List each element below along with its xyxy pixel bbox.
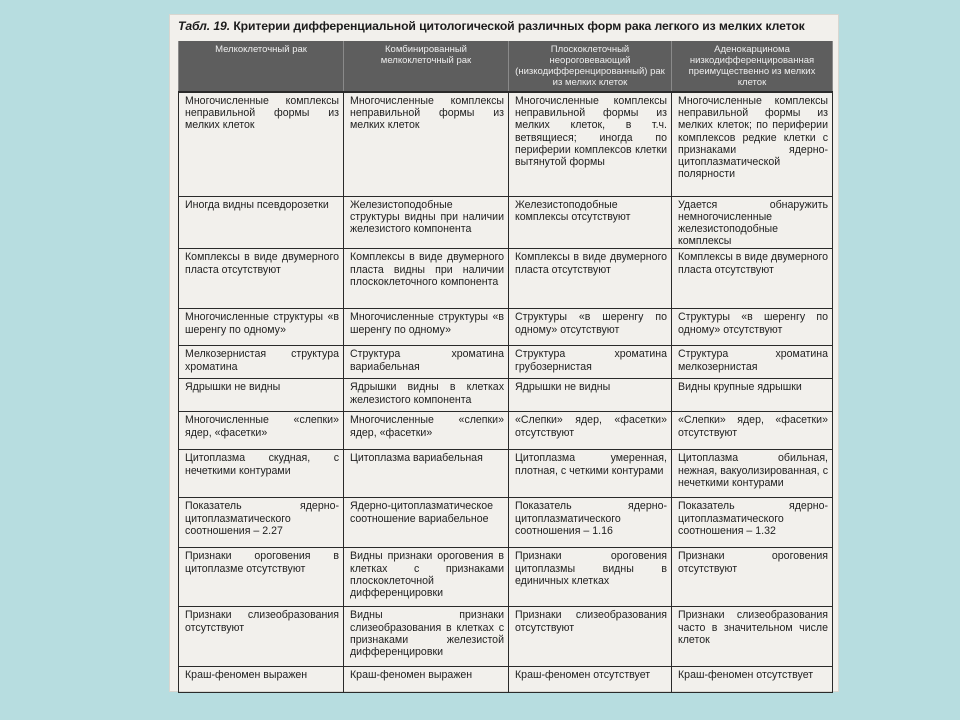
table-row (179, 607, 833, 667)
table-cell: Краш-феномен отсутствует (509, 667, 672, 693)
table-cell: Многочисленные комплексы неправильной формы из мелких клеток (179, 92, 344, 196)
table-cell: Комплексы в виде двумерного пласта отсутствуют (179, 249, 344, 309)
table-cell: Мелкозернистая структура хроматина (179, 346, 344, 379)
table-cell: Многочисленные «слепки» ядер, «фасетки» (344, 412, 509, 450)
table-cell: «Слепки» ядер, «фасетки» отсутствуют (672, 412, 833, 450)
table-cell: Многочисленные «слепки» ядер, «фасетки» (179, 412, 344, 450)
table-cell: Краш-феномен отсутствует (672, 667, 833, 693)
table-cell: Признаки ороговения отсутствуют (672, 548, 833, 607)
table-cell: Комплексы в виде двумерного пласта видны при наличии плоскоклеточного компонента (344, 249, 509, 309)
table-row (179, 92, 833, 196)
table-cell: Видны признаки слизеобразования в клетках с признаками железистой дифференцировки (344, 607, 509, 667)
table-cell: Структура хроматина грубозернистая (509, 346, 672, 379)
table-number: Табл. 19. (178, 19, 231, 33)
table-cell: Удается обнаружить немногочисленные железистоподобные комплексы (672, 196, 833, 249)
table-title: Критерии дифференциальной цитологической различных форм рака легкого из мелких клеток (233, 19, 805, 33)
table-row (179, 548, 833, 607)
table-caption (178, 19, 834, 33)
table-cell: Цитоплазма скудная, с нечеткими контурами (179, 450, 344, 498)
table-cell: Признаки слизеобразования отсутствуют (179, 607, 344, 667)
table-cell: Краш-феномен выражен (179, 667, 344, 693)
table-cell: Структура хроматина вариабельная (344, 346, 509, 379)
table-row (179, 498, 833, 548)
table-cell: Структура хроматина мелкозернистая (672, 346, 833, 379)
table-cell: Показатель ядерно-цитоплазматического соотношения – 2.27 (179, 498, 344, 548)
table-cell: Железистоподобные структуры видны при наличии железистого компонента (344, 196, 509, 249)
table-row (179, 196, 833, 249)
table-cell: Видны признаки ороговения в клетках с признаками плоскоклеточной дифференцировки (344, 548, 509, 607)
column-header: Мелкоклеточный рак (179, 41, 344, 92)
table-cell: Многочисленные структуры «в шеренгу по одному» (344, 309, 509, 346)
table-cell: Ядерно-цитоплазматическое соотношение вариабельное (344, 498, 509, 548)
table-row (179, 412, 833, 450)
table-row (179, 309, 833, 346)
table-cell: Признаки слизеобразования часто в значительном числе клеток (672, 607, 833, 667)
table-cell: Железистоподобные комплексы отсутствуют (509, 196, 672, 249)
table-cell: Признаки ороговения цитоплазмы видны в единичных клетках (509, 548, 672, 607)
table-cell: Краш-феномен выражен (344, 667, 509, 693)
table-cell: Видны крупные ядрышки (672, 379, 833, 412)
table-cell: Многочисленные комплексы неправильной формы из мелких клеток; по периферии комплексов редкие клетки с признаками ядерно-цитоплазматической полярности (672, 92, 833, 196)
table-cell: Ядрышки не видны (509, 379, 672, 412)
table-cell: Признаки ороговения в цитоплазме отсутствуют (179, 548, 344, 607)
criteria-table (178, 41, 833, 693)
table-cell: Показатель ядерно-цитоплазматического соотношения – 1.32 (672, 498, 833, 548)
table-cell: Комплексы в виде двумерного пласта отсутствуют (672, 249, 833, 309)
table-cell: Цитоплазма вариабельная (344, 450, 509, 498)
table-cell: Цитоплазма обильная, нежная, вакуолизированная, с нечеткими контурами (672, 450, 833, 498)
column-header: Комбинированный мелкоклеточный рак (344, 41, 509, 92)
table-cell: Многочисленные комплексы неправильной формы из мелких клеток, в т.ч. ветвящиеся; иногда по периферии комплексов клетки вытянутой формы (509, 92, 672, 196)
table-cell: Цитоплазма умеренная, плотная, с четкими контурами (509, 450, 672, 498)
table-cell: Комплексы в виде двумерного пласта отсутствуют (509, 249, 672, 309)
table-row (179, 346, 833, 379)
table-row (179, 450, 833, 498)
header-row (179, 41, 833, 92)
column-header: Аденокарцинома низкодифференцированная преимущественно из мелких клеток (672, 41, 833, 92)
table-row (179, 667, 833, 693)
table-cell: Многочисленные структуры «в шеренгу по одному» (179, 309, 344, 346)
table-row (179, 249, 833, 309)
table-cell: Ядрышки не видны (179, 379, 344, 412)
table-cell: Ядрышки видны в клетках железистого компонента (344, 379, 509, 412)
table-cell: Структуры «в шеренгу по одному» отсутствуют (672, 309, 833, 346)
table-cell: «Слепки» ядер, «фасетки» отсутствуют (509, 412, 672, 450)
column-header: Плоскоклеточный неороговевающий (низкодифференцированный) рак из мелких клеток (509, 41, 672, 92)
table-cell: Показатель ядерно-цитоплазматического соотношения – 1.16 (509, 498, 672, 548)
table-cell: Иногда видны псевдорозетки (179, 196, 344, 249)
scanned-page (170, 15, 838, 691)
table-cell: Признаки слизеобразования отсутствуют (509, 607, 672, 667)
table-cell: Структуры «в шеренгу по одному» отсутствуют (509, 309, 672, 346)
table-row (179, 379, 833, 412)
table-cell: Многочисленные комплексы неправильной формы из мелких клеток (344, 92, 509, 196)
